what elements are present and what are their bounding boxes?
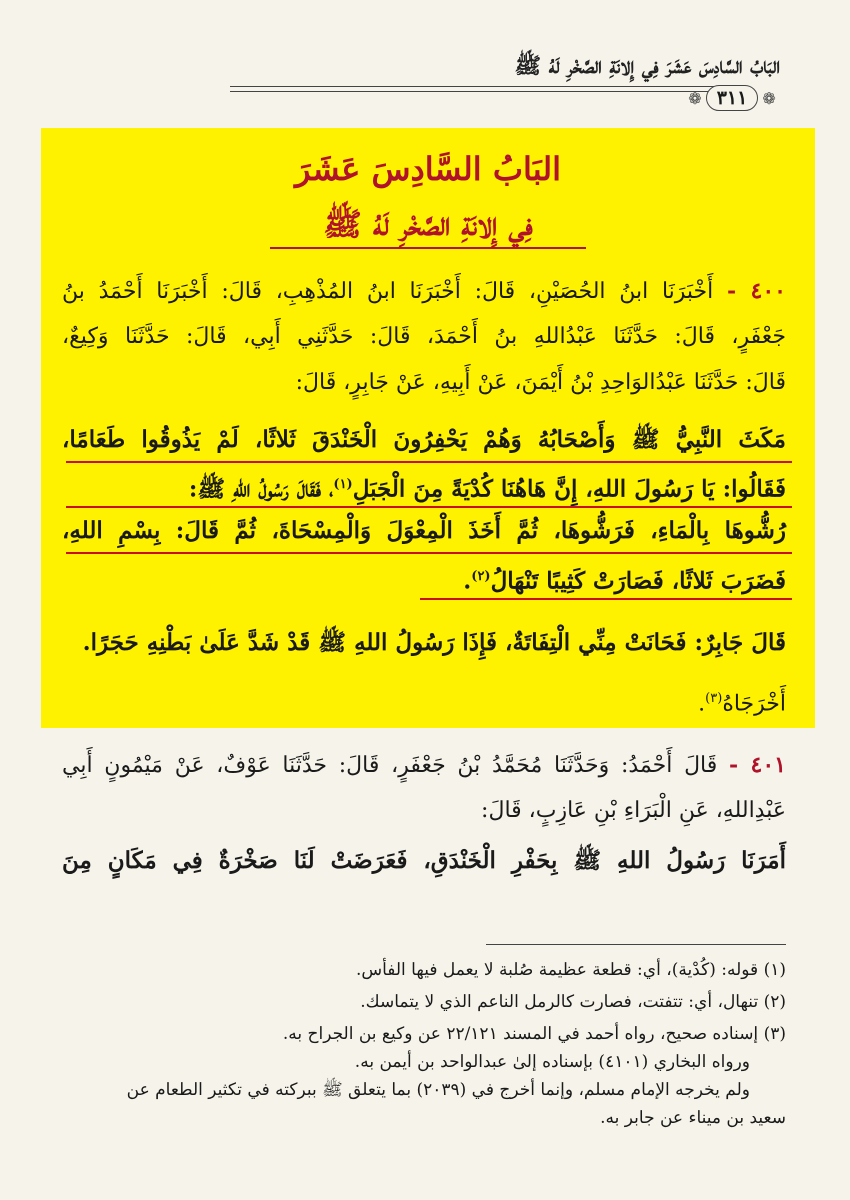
page-number-box xyxy=(674,84,790,112)
hadith-401-isnad-line-2: عَبْدِاللهِ، عَنِ الْبَرَاءِ بْنِ عَازِبٍ، قَالَ: xyxy=(481,798,786,823)
footnote-2: (٢) تنهال، أي: تتفتت، فصارت كالرمل الناعم الذي لا يتماسك. xyxy=(360,992,786,1012)
footnote-3-continuation: ورواه البخاري (٤١٠١) بإسناده إلىٰ عبدالواحد بن أيمن به. xyxy=(354,1052,750,1072)
footnote-mark: (٢) xyxy=(471,569,491,584)
hadith-400-matn-line-3: رُشُّوهَا بِالْمَاءِ، فَرَشُّوهَا، ثُمَّ أَخَذَ الْمِعْوَلَ وَالْمِسْحَاةَ، ثُمَّ قَالَ: بِسْمِ اللهِ، xyxy=(62,517,786,544)
red-underline xyxy=(66,461,792,463)
takhrij-line: أَخْرَجَاهُ$^{(٣)}$. xyxy=(698,691,786,717)
ornament-icon: ❁ xyxy=(762,88,776,108)
footnote-mark: (١) xyxy=(333,477,353,492)
ornament-icon: ❁ xyxy=(688,88,702,108)
page-number: ٣١١ xyxy=(706,85,759,111)
footnote-1: (١) قوله: (كُدْية)، أي: قطعة عظيمة صُلبة لا يعمل فيها الفأس. xyxy=(355,960,786,980)
hadith-number: ٤٠١ - xyxy=(729,752,786,778)
red-underline xyxy=(66,552,792,554)
red-underline xyxy=(66,506,792,508)
footnote-3-continuation: ولم يخرجه الإمام مسلم، وإنما أخرج في (٢٠٣٩) بما يتعلق ﷺ ببركته في تكثير الطعام عن xyxy=(126,1080,750,1100)
header-rule xyxy=(230,86,720,92)
hadith-400-matn-line-1: مَكَثَ النَّبِيُّ ﷺ وَأَصْحَابُهُ وَهُمْ يَحْفِرُونَ الْخَنْدَقَ ثَلاثًا، لَمْ يَذُوقُوا طَعَامًا، xyxy=(62,426,786,453)
hadith-number: ٤٠٠ - xyxy=(727,278,786,304)
hadith-400-matn-line-2: فَقَالُوا: يَا رَسُولَ اللهِ، إِنَّ هَاهُنَا كُدْيَةً مِنَ الْجَبَلِ$^{(١)}$، فَقَالَ رَسُولُ اللهِ ﷺ: xyxy=(188,475,786,503)
footnote-mark: (٣) xyxy=(705,691,723,706)
hadith-400-isnad-line-1: ٤٠٠ - أَخْبَرَنَا ابنُ الحُصَيْنِ، قَالَ: أَخْبَرَنَا ابنُ المُذْهِبِ، قَالَ: أَخْبَرَنَا أَحْمَدُ بنُ xyxy=(62,278,786,304)
chapter-subtitle: فِي إِلانَةِ الصَّخْرِ لَهُ ﷺ xyxy=(323,205,533,243)
footnote-separator xyxy=(486,944,786,945)
jabir-statement: قَالَ جَابِرٌ: فَحَانَتْ مِنِّي الْتِفَاتَةٌ، فَإِذَا رَسُولُ اللهِ ﷺ قَدْ شَدَّ عَلَىٰ بَطْنِهِ حَجَرًا. xyxy=(82,629,786,656)
hadith-400-isnad-line-3: قَالَ: حَدَّثَنَا عَبْدُالوَاحِدِ بْنُ أَيْمَنَ، عَنْ أَبِيهِ، عَنْ جَابِرٍ، قَالَ: xyxy=(295,370,786,395)
hadith-400-isnad-line-2: جَعْفَرٍ، قَالَ: حَدَّثَنَا عَبْدُاللهِ بنُ أَحْمَدَ، قَالَ: حَدَّثَنِي أَبِي، قَالَ: حَدَّثَنَا وَكِيعٌ، xyxy=(62,324,786,349)
footnote-3: (٣) إسناده صحيح، رواه أحمد في المسند ٢٢/١٢١ عن وكيع بن الجراح به. xyxy=(282,1024,786,1044)
running-header: البَابُ السَّادِسَ عَشَرَ فِي إِلانَةِ الصَّخْرِ لَهُ ﷺ xyxy=(514,53,780,79)
title-underline xyxy=(270,247,586,249)
red-underline xyxy=(420,598,792,600)
hadith-401-isnad-line-1: ٤٠١ - قَالَ أَحْمَدُ: وَحَدَّثَنَا مُحَمَّدُ بْنُ جَعْفَرٍ، قَالَ: حَدَّثَنَا عَوْفٌ، عَنْ مَيْمُونٍ أَبِي xyxy=(62,752,786,778)
footnote-3-continuation: سعيد بن ميناء عن جابر به. xyxy=(600,1108,786,1128)
chapter-title: البَابُ السَّادِسَ عَشَرَ xyxy=(295,150,561,188)
hadith-401-matn-line-1: أَمَرَنَا رَسُولُ اللهِ ﷺ بِحَفْرِ الْخَنْدَقِ، فَعَرَضَتْ لَنَا صَخْرَةٌ فِي مَكَانٍ مِنَ xyxy=(62,847,786,874)
hadith-400-matn-line-4: فَضَرَبَ ثَلاثًا، فَصَارَتْ كَثِيبًا تَنْهَالُ$^{(٢)}$. xyxy=(463,567,786,595)
